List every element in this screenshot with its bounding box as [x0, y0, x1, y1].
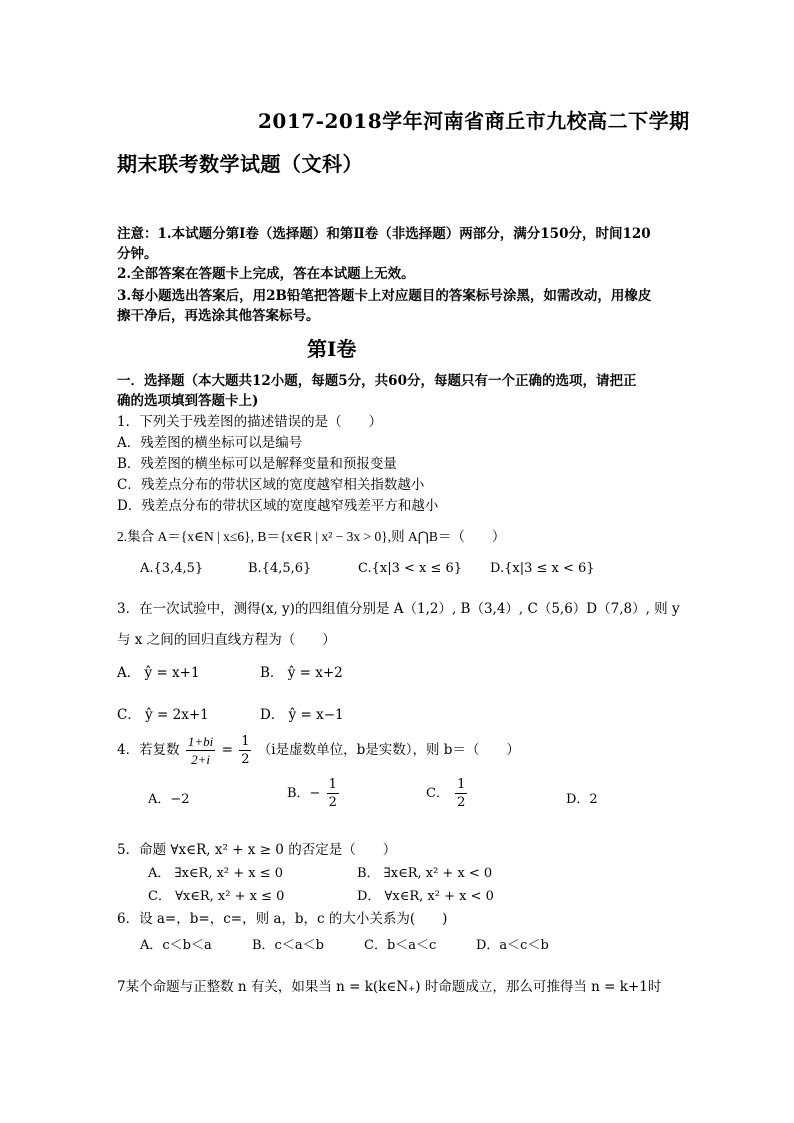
question-4-fraction: [186, 733, 215, 768]
question-1-option-d: D．残差点分布的带状区域的宽度越窄残差平方和越小: [117, 498, 439, 514]
section-intro-line-a: 一．选择题（本大题共12小题，每题5分，共60分，每题只有一个正确的选项，请把正: [117, 373, 637, 389]
question-3-option-b: B． ŷ = x+2: [260, 665, 343, 681]
question-3-option-a: A． ŷ = x+1: [117, 665, 200, 681]
note-3-line-a: 3.每小题选出答案后，用2B铅笔把答题卡上对应题目的答案标号涂黑，如需改动，用橡皮: [117, 288, 652, 304]
question-5-option-b: B． ∃x∈R, x² + x < 0: [357, 866, 493, 881]
question-2-option-c: C.{x|3 < x ≤ 6}: [358, 561, 463, 576]
question-1-option-b: B．残差图的横坐标可以是解释变量和预报变量: [117, 456, 397, 472]
note-1-line-b: 分钟。: [117, 246, 158, 262]
note-3-line-b: 擦干净后，再选涂其他答案标号。: [117, 308, 320, 324]
question-4-option-b-fraction: [327, 776, 339, 811]
question-1-option-a: A．残差图的横坐标可以是编号: [117, 435, 303, 451]
question-4-option-c-fraction: [455, 776, 467, 811]
question-6-option-a: A．c＜b＜a: [140, 938, 212, 953]
question-3-stem-line-a: 3．在一次试验中，测得(x, y)的四组值分别是 A（1,2）, B（3,4）, C（5,6）D（7,8）, 则 y: [117, 601, 680, 617]
question-4-half-numerator: 1: [241, 734, 250, 749]
question-2-stem: 2.集合 A＝{x∈N | x≤6}, B＝{x∈R | x² − 3x > 0},则 A⋂B＝（ ）: [117, 529, 506, 544]
question-1-option-c: C．残差点分布的带状区域的宽度越窄相关指数越小: [117, 477, 425, 493]
question-4-option-b-label: B．−: [287, 786, 321, 801]
question-6-option-d: D．a＜c＜b: [476, 938, 549, 953]
exam-title-line-2: 期末联考数学试题（文科）: [117, 152, 363, 176]
question-5-option-c: C． ∀x∈R, x² + x ≤ 0: [148, 889, 285, 904]
question-4-option-d: D．2: [566, 792, 598, 807]
question-4-stem: [117, 733, 520, 768]
question-4-prefix: 4．若复数: [117, 742, 180, 758]
question-4-suffix: （i是虚数单位，b是实数），则 b＝（ ）: [257, 742, 520, 758]
question-2-option-b: B.{4,5,6}: [248, 561, 312, 576]
question-4-option-c: [426, 776, 469, 811]
question-4-option-a: A．−2: [148, 792, 190, 807]
question-4-option-b: [287, 776, 341, 811]
question-6-option-c: C．b＜a＜c: [364, 938, 437, 953]
question-4-option-c-denominator: 2: [457, 795, 466, 810]
note-2: 2.全部答案在答题卡上完成，答在本试题上无效。: [117, 266, 415, 282]
section-intro-line-b: 确的选项填到答题卡上): [117, 393, 259, 409]
question-6-stem: 6．设 a=，b=，c=，则 a，b，c 的大小关系为( ): [117, 911, 448, 927]
exam-title-line-1: 2017-2018学年河南省商丘市九校高二下学期: [258, 109, 690, 133]
question-2-option-d: D.{x|3 ≤ x < 6}: [490, 561, 595, 576]
question-4-half-denominator: 2: [241, 752, 250, 767]
question-4-fraction-numerator: 1+bi: [187, 734, 214, 749]
question-4-option-c-label: C．: [426, 786, 449, 801]
question-6-option-b: B．c＜a＜b: [252, 938, 324, 953]
question-3-option-d: D． ŷ = x−1: [260, 707, 344, 723]
question-4-half: [239, 733, 251, 768]
question-5-option-a: A． ∃x∈R, x² + x ≤ 0: [148, 866, 284, 881]
question-4-fraction-denominator: 2+i: [191, 752, 211, 767]
question-2-option-a: A.{3,4,5}: [140, 561, 204, 576]
question-3-stem-line-b: 与 x 之间的回归直线方程为（ ）: [117, 632, 336, 648]
question-4-option-c-numerator: 1: [457, 777, 466, 792]
question-7-stem: 7某个命题与正整数 n 有关，如果当 n = k(k∈N₊) 时命题成立，那么可推得当 n = k+1时: [117, 979, 662, 995]
question-4-option-b-denominator: 2: [328, 795, 337, 810]
question-3-option-c: C． ŷ = 2x+1: [117, 707, 209, 723]
question-4-option-b-numerator: 1: [328, 777, 337, 792]
question-4-equals: =: [221, 742, 233, 758]
note-1-line-a: 注意：1.本试题分第Ⅰ卷（选择题）和第Ⅱ卷（非选择题）两部分，满分150分，时间120: [117, 226, 651, 242]
section-title: 第Ⅰ卷: [307, 337, 357, 361]
question-5-stem: 5．命题 ∀x∈R, x² + x ≥ 0 的否定是（ ）: [117, 842, 397, 858]
question-5-option-d: D． ∀x∈R, x² + x < 0: [357, 889, 494, 904]
question-1-stem: 1．下列关于残差图的描述错误的是（ ）: [117, 414, 383, 430]
